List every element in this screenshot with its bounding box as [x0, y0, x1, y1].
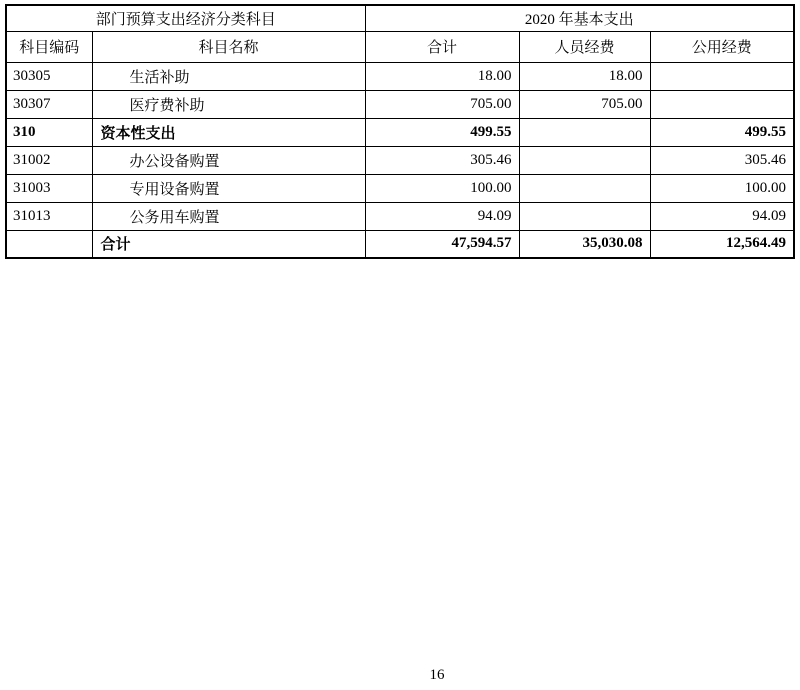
public-cell: 94.09 [650, 202, 794, 230]
personnel-cell [519, 202, 650, 230]
table-column-header-row [6, 31, 794, 62]
table-body [6, 62, 794, 258]
personnel-cell: 705.00 [519, 90, 650, 118]
column-header-subject-name: 科目名称 [92, 31, 365, 62]
subject-code-cell: 310 [6, 118, 92, 146]
subject-code-cell: 30305 [6, 62, 92, 90]
column-header-subject-code: 科目编码 [6, 31, 92, 62]
public-cell [650, 90, 794, 118]
public-cell: 12,564.49 [650, 230, 794, 258]
public-cell [650, 62, 794, 90]
personnel-cell [519, 146, 650, 174]
table-row [6, 230, 794, 258]
total-cell: 47,594.57 [365, 230, 519, 258]
subject-code-cell: 31002 [6, 146, 92, 174]
page-number: 16 [429, 667, 445, 683]
subject-code-cell: 31013 [6, 202, 92, 230]
personnel-cell: 35,030.08 [519, 230, 650, 258]
subject-name-cell: 生活补助 [92, 62, 365, 90]
table-row [6, 202, 794, 230]
column-header-total: 合计 [365, 31, 519, 62]
personnel-cell [519, 174, 650, 202]
personnel-cell [519, 118, 650, 146]
public-cell: 305.46 [650, 146, 794, 174]
total-cell: 305.46 [365, 146, 519, 174]
subject-name-cell: 合计 [92, 230, 365, 258]
subject-name-cell: 医疗费补助 [92, 90, 365, 118]
total-cell: 18.00 [365, 62, 519, 90]
right-group-header: 2020 年基本支出 [365, 5, 794, 31]
subject-code-cell: 30307 [6, 90, 92, 118]
subject-name-cell: 公务用车购置 [92, 202, 365, 230]
personnel-cell: 18.00 [519, 62, 650, 90]
total-cell: 499.55 [365, 118, 519, 146]
subject-code-cell: 31003 [6, 174, 92, 202]
table-row [6, 90, 794, 118]
subject-name-cell: 专用设备购置 [92, 174, 365, 202]
table-group-header-row [6, 5, 794, 31]
subject-code-cell [6, 230, 92, 258]
subject-name-cell: 办公设备购置 [92, 146, 365, 174]
subject-name-cell: 资本性支出 [92, 118, 365, 146]
table-row [6, 62, 794, 90]
column-header-public-funds: 公用经费 [650, 31, 794, 62]
total-cell: 100.00 [365, 174, 519, 202]
table-row [6, 146, 794, 174]
table-row [6, 118, 794, 146]
left-group-header: 部门预算支出经济分类科目 [6, 5, 365, 31]
table-row [6, 174, 794, 202]
column-header-personnel-funds: 人员经费 [519, 31, 650, 62]
total-cell: 705.00 [365, 90, 519, 118]
public-cell: 100.00 [650, 174, 794, 202]
budget-expenditure-table [5, 4, 795, 259]
public-cell: 499.55 [650, 118, 794, 146]
total-cell: 94.09 [365, 202, 519, 230]
